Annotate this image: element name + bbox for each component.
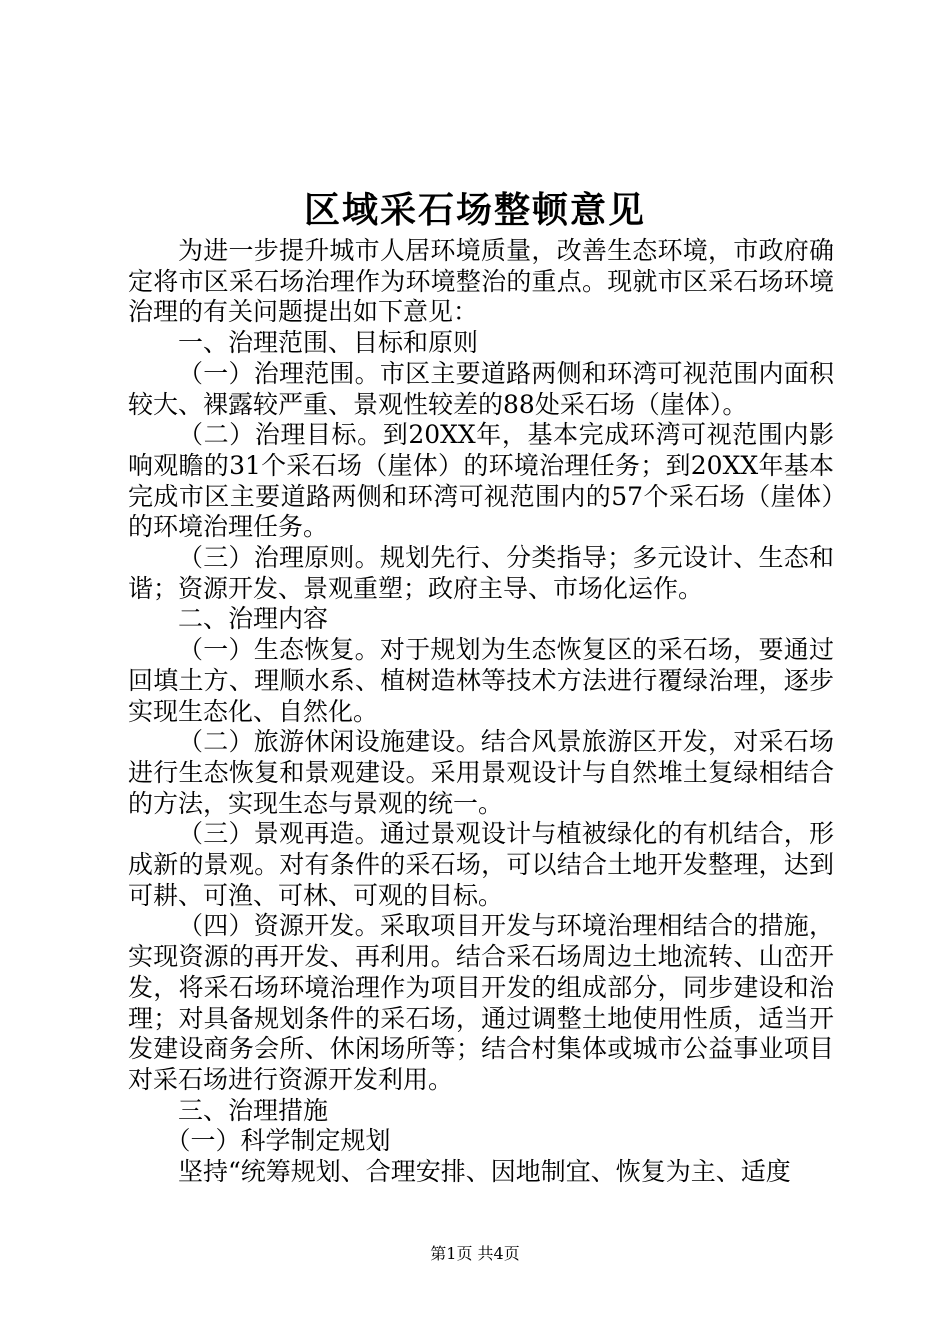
section-heading-1: 一、治理范围、目标和原则 — [178, 328, 479, 358]
paragraph-ecological-restoration: （一）生态恢复。对于规划为生态恢复区的采石场，要通过回填土方、理顺水系、植树造林等技术方法进行覆绿治理，逐步实现生态化、自然化。 — [128, 635, 834, 726]
paragraph-tourism-facilities: （二）旅游休闲设施建设。结合风景旅游区开发，对采石场进行生态恢复和景观建设。采用景观设计与自然堆土复绿相结合的方法，实现生态与景观的统一。 — [128, 727, 834, 818]
paragraph-planning-start: 坚持“统筹规划、合理安排、因地制宜、恢复为主、适度 — [178, 1157, 791, 1187]
subheading-planning: （一）科学制定规划 — [165, 1126, 391, 1156]
paragraph-goals: （二）治理目标。到20XX年，基本完成环湾可视范围内影响观瞻的31个采石场（崖体）的环境治理任务；到20XX年基本完成市区主要道路两侧和环湾可视范围内的57个采石场（崖体）的环境治理任务。 — [128, 420, 834, 542]
section-heading-2: 二、治理内容 — [178, 604, 329, 634]
paragraph-scope: （一）治理范围。市区主要道路两侧和环湾可视范围内面积较大、裸露较严重、景观性较差的88处采石场（崖体）。 — [128, 358, 834, 419]
document-title: 区域采石场整顿意见 — [303, 189, 646, 231]
paragraph-principles: （三）治理原则。规划先行、分类指导；多元设计、生态和谐；资源开发、景观重塑；政府主导、市场化运作。 — [128, 543, 834, 603]
document-body — [128, 236, 834, 1188]
paragraph-landscape-rebuild: （三）景观再造。通过景观设计与植被绿化的有机结合，形成新的景观。对有条件的采石场，可以结合土地开发整理，达到可耕、可渔、可林、可观的目标。 — [128, 819, 834, 910]
intro-paragraph: 为进一步提升城市人居环境质量，改善生态环境，市政府确定将市区采石场治理作为环境整治的重点。现就市区采石场环境治理的有关问题提出如下意见： — [128, 236, 834, 327]
section-heading-3: 三、治理措施 — [178, 1095, 329, 1125]
page-number-footer: 第1页 共4页 — [430, 1244, 520, 1263]
paragraph-resource-development: （四）资源开发。采取项目开发与环境治理相结合的措施，实现资源的再开发、再利用。结合采石场周边土地流转、山峦开发，将采石场环境治理作为项目开发的组成部分，同步建设和治理；对具备规划条件的采石场，通过调整土地使用性质，适当开发建设商务会所、休闲场所等；结合村集体或城市公益事业项目对采石场进行资源开发利用。 — [128, 911, 834, 1094]
